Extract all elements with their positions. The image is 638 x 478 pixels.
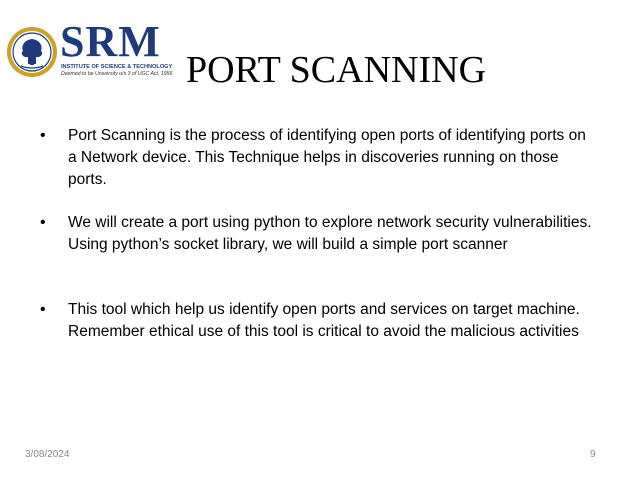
bullet-marker: • xyxy=(40,301,46,318)
bullet-text: Port Scanning is the process of identifying open ports of identifying ports on a Network device. This Technique helps in discoveries running on those ports. xyxy=(68,127,586,188)
bullet-marker: • xyxy=(40,214,46,231)
deemed-university-note: Deemed to be University u/s 3 of UGC Act, 1956 xyxy=(61,71,173,77)
bullet-text: We will create a port using python to explore network security vulnerabilities. Using python’s socket library, we will build a simple port scanner xyxy=(68,214,592,253)
bullet-marker: • xyxy=(40,127,46,144)
srm-wordmark: SRM xyxy=(60,17,161,66)
footer-date: 3/08/2024 xyxy=(25,449,70,460)
slide-title: PORT SCANNING xyxy=(186,49,487,91)
institute-name: INSTITUTE OF SCIENCE & TECHNOLOGY xyxy=(61,64,173,70)
page-number: 9 xyxy=(590,449,596,460)
bullet-text: This tool which help us identify open ports and services on target machine. Remember ethical use of this tool is critical to avoid the malicious activities xyxy=(68,301,580,340)
